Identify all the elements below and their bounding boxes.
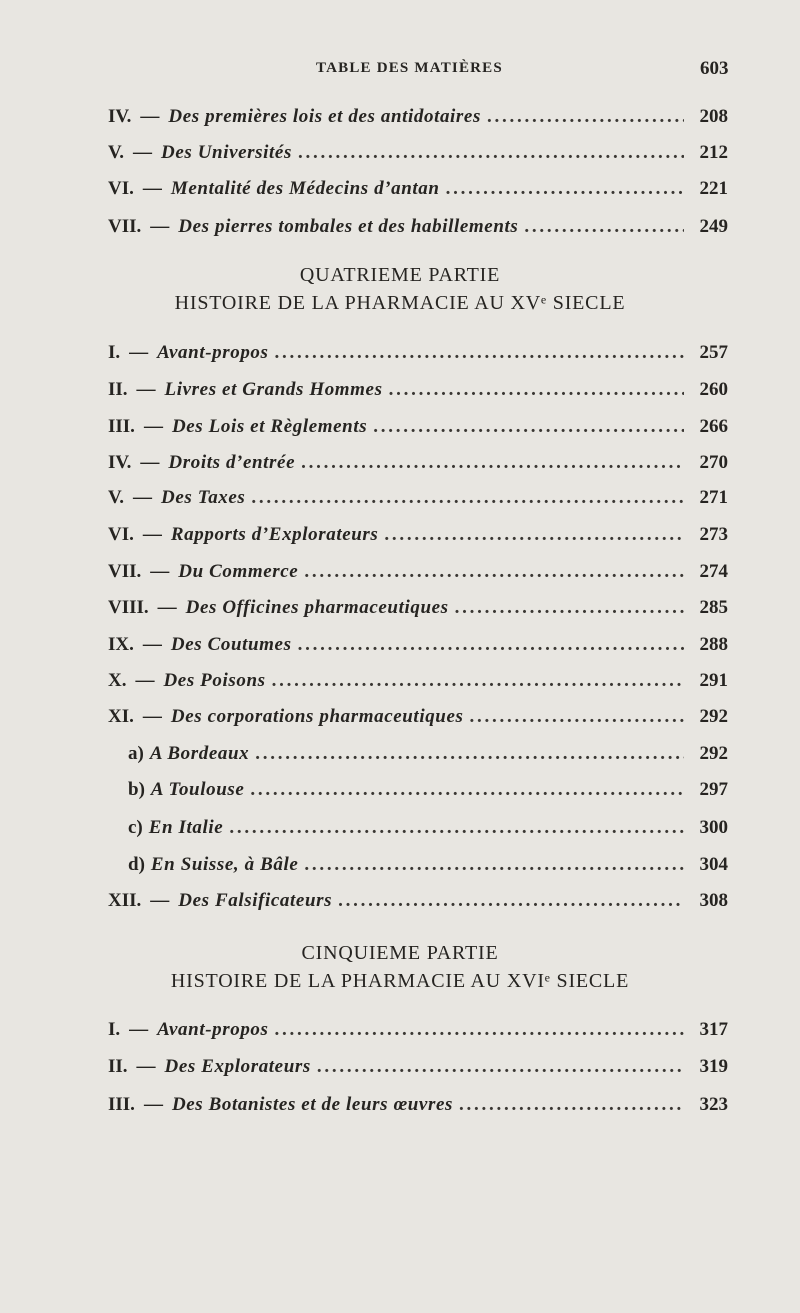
- entry-dash: —: [136, 1056, 156, 1077]
- entry-number: VI.: [108, 524, 134, 545]
- entry-title: Des Officines pharmaceutiques: [185, 597, 449, 618]
- entry-title: Des pierres tombales et des habillements: [178, 216, 519, 237]
- toc-entry: [108, 1088, 728, 1118]
- dot-leader: [446, 176, 684, 202]
- dot-leader: [304, 559, 684, 585]
- entry-title: Avant-propos: [157, 1019, 269, 1040]
- entry-title: Des corporations pharmaceutiques: [170, 706, 464, 727]
- dot-leader: [275, 340, 684, 366]
- entry-dash: —: [142, 178, 162, 199]
- entry-page: 249: [699, 216, 728, 237]
- dot-leader: [250, 777, 684, 803]
- entry-page: 257: [699, 342, 728, 363]
- entry-number: XII.: [108, 890, 142, 911]
- entry-dash: —: [150, 561, 170, 582]
- entry-page: 319: [699, 1056, 728, 1077]
- part-heading: QUATRIEME PARTIE: [299, 264, 501, 286]
- entry-title: Rapports d’Explorateurs: [170, 524, 379, 545]
- entry-dash: —: [136, 379, 156, 400]
- entry-dash: —: [129, 342, 149, 363]
- entry-page: 323: [699, 1094, 728, 1115]
- entry-number: II.: [108, 379, 128, 400]
- entry-number: V.: [108, 487, 125, 508]
- entry-number: I.: [108, 342, 121, 363]
- entry-number: VII.: [108, 561, 142, 582]
- entry-number: II.: [108, 1056, 128, 1077]
- entry-page: 292: [699, 706, 728, 727]
- toc-entry: [108, 136, 728, 166]
- entry-number: VII.: [108, 216, 142, 237]
- entry-title: A Bordeaux: [149, 743, 250, 764]
- entry-title: Avant-propos: [157, 342, 269, 363]
- entry-title: Des Lois et Règlements: [171, 416, 368, 437]
- dot-leader: [251, 485, 684, 511]
- toc-subentry: [128, 811, 728, 841]
- part-heading: CINQUIEME PARTIE: [301, 942, 499, 964]
- entry-dash: —: [133, 487, 153, 508]
- entry-dash: —: [150, 216, 170, 237]
- toc-entry: [108, 210, 728, 240]
- entry-number: VI.: [108, 178, 134, 199]
- entry-title: Des Poisons: [163, 670, 266, 691]
- entry-number: III.: [108, 416, 135, 437]
- entry-dash: —: [150, 890, 170, 911]
- toc-entry: [108, 700, 728, 730]
- entry-page: 291: [699, 670, 728, 691]
- entry-dash: —: [140, 106, 160, 127]
- entry-page: 271: [699, 487, 728, 508]
- entry-dash: —: [142, 706, 162, 727]
- dot-leader: [298, 632, 684, 658]
- toc-entry: [108, 446, 728, 476]
- toc-entry: [108, 884, 728, 914]
- dot-leader: [455, 595, 684, 621]
- toc-entry: [108, 518, 728, 548]
- entry-page: 221: [699, 178, 728, 199]
- entry-page: 266: [699, 416, 728, 437]
- entry-number: a): [128, 743, 144, 764]
- toc-entry: [108, 555, 728, 585]
- entry-page: 304: [699, 854, 728, 875]
- entry-title: Des premières lois et des antidotaires: [168, 106, 481, 127]
- entry-page: 270: [699, 452, 728, 473]
- entry-dash: —: [157, 597, 177, 618]
- entry-title: En Italie: [148, 817, 224, 838]
- dot-leader: [298, 140, 684, 166]
- entry-page: 273: [699, 524, 728, 545]
- entry-number: VIII.: [108, 597, 149, 618]
- toc-subentry: [128, 737, 728, 767]
- entry-number: IV.: [108, 452, 132, 473]
- dot-leader: [317, 1054, 684, 1080]
- toc-entry: [108, 481, 728, 511]
- entry-dash: —: [133, 142, 153, 163]
- part-subheading: HISTOIRE DE LA PHARMACIE AU XVIᵉ SIECLE: [170, 970, 630, 992]
- entry-number: V.: [108, 142, 125, 163]
- entry-dash: —: [142, 524, 162, 545]
- entry-title: Des Falsificateurs: [178, 890, 333, 911]
- entry-dash: —: [143, 1094, 163, 1115]
- entry-page: 208: [699, 106, 728, 127]
- entry-page: 285: [699, 597, 728, 618]
- entry-title: Des Botanistes et de leurs œuvres: [171, 1094, 453, 1115]
- dot-leader: [384, 522, 684, 548]
- toc-entry: [108, 100, 728, 130]
- entry-title: En Suisse, à Bâle: [150, 854, 299, 875]
- entry-number: IV.: [108, 106, 132, 127]
- entry-title: A Toulouse: [150, 779, 245, 800]
- toc-entry: [108, 664, 728, 694]
- entry-number: d): [128, 854, 145, 875]
- toc-entry: [108, 1050, 728, 1080]
- entry-title: Du Commerce: [178, 561, 299, 582]
- toc-entry: [108, 591, 728, 621]
- entry-page: 212: [699, 142, 728, 163]
- entry-page: 288: [699, 634, 728, 655]
- running-title: TABLE DES MATIÈRES: [316, 60, 503, 76]
- running-header: [0, 58, 800, 86]
- dot-leader: [229, 815, 684, 841]
- entry-number: III.: [108, 1094, 135, 1115]
- dot-leader: [272, 668, 684, 694]
- dot-leader: [373, 414, 684, 440]
- entry-title: Droits d’entrée: [168, 452, 296, 473]
- dot-leader: [275, 1017, 684, 1043]
- entry-number: I.: [108, 1019, 121, 1040]
- toc-entry: [108, 1013, 728, 1043]
- entry-page: 308: [699, 890, 728, 911]
- toc-entry: [108, 373, 728, 403]
- entry-dash: —: [140, 452, 160, 473]
- toc-subentry: [128, 773, 728, 803]
- entry-number: IX.: [108, 634, 134, 655]
- dot-leader: [338, 888, 684, 914]
- entry-number: XI.: [108, 706, 134, 727]
- dot-leader: [487, 104, 684, 130]
- entry-number: b): [128, 779, 145, 800]
- toc-entry: [108, 172, 728, 202]
- entry-dash: —: [135, 670, 155, 691]
- entry-title: Livres et Grands Hommes: [164, 379, 383, 400]
- dot-leader: [304, 852, 684, 878]
- toc-subentry: [128, 848, 728, 878]
- entry-title: Des Universités: [161, 142, 292, 163]
- entry-number: c): [128, 817, 143, 838]
- entry-title: Des Coutumes: [170, 634, 292, 655]
- toc-entry: [108, 410, 728, 440]
- entry-dash: —: [142, 634, 162, 655]
- entry-page: 300: [699, 817, 728, 838]
- entry-title: Des Explorateurs: [164, 1056, 311, 1077]
- entry-dash: —: [143, 416, 163, 437]
- entry-page: 317: [699, 1019, 728, 1040]
- dot-leader: [459, 1092, 684, 1118]
- dot-leader: [389, 377, 684, 403]
- entry-page: 297: [699, 779, 728, 800]
- toc-entry: [108, 628, 728, 658]
- entry-title: Des Taxes: [161, 487, 246, 508]
- entry-page: 260: [699, 379, 728, 400]
- toc-entry: [108, 336, 728, 366]
- dot-leader: [470, 704, 685, 730]
- entry-title: Mentalité des Médecins d’antan: [170, 178, 440, 199]
- entry-page: 292: [699, 743, 728, 764]
- entry-page: 274: [699, 561, 728, 582]
- part-subheading: HISTOIRE DE LA PHARMACIE AU XVᵉ SIECLE: [174, 292, 626, 314]
- page-number: 603: [700, 58, 729, 79]
- entry-dash: —: [129, 1019, 149, 1040]
- entry-number: X.: [108, 670, 127, 691]
- dot-leader: [301, 450, 684, 476]
- dot-leader: [255, 741, 684, 767]
- dot-leader: [524, 214, 684, 240]
